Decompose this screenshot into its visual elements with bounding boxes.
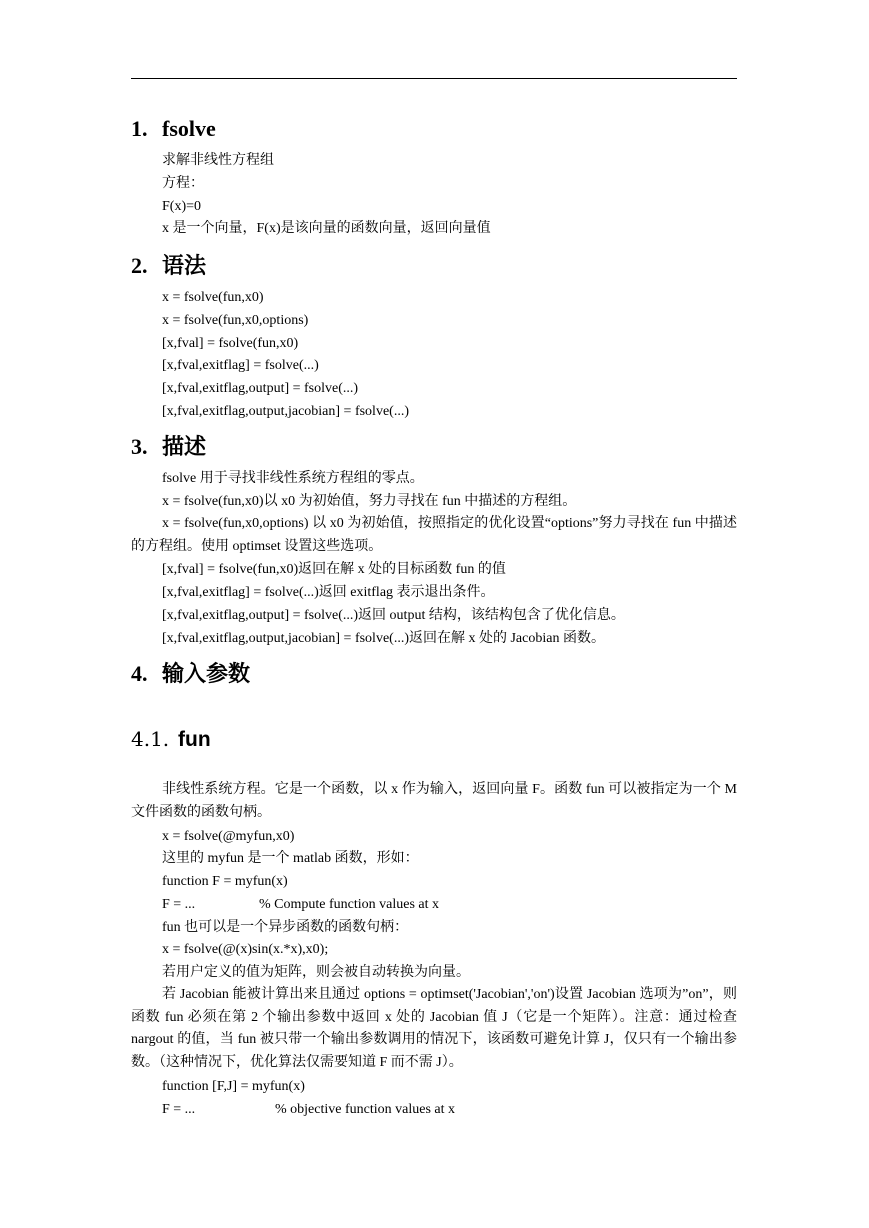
subsection-number: 4.1.: [131, 727, 170, 751]
description-line: x = fsolve(fun,x0)以 x0 为初始值，努力寻找在 fun 中描述的方程组。: [162, 494, 577, 509]
description-line: [x,fval,exitflag,output,jacobian] = fsolve(...)返回在解 x 处的 Jacobian 函数。: [162, 631, 605, 646]
section-heading-description: [131, 434, 206, 460]
syntax-line: [x,fval,exitflag,output] = fsolve(...): [162, 381, 359, 396]
body-line: x 是一个向量，F(x)是该向量的函数向量，返回向量值: [162, 221, 491, 236]
code-comment: % objective function values at x: [275, 1102, 455, 1117]
syntax-line: [x,fval,exitflag,output,jacobian] = fsolve(...): [162, 404, 409, 419]
syntax-line: [x,fval] = fsolve(fun,x0): [162, 336, 299, 351]
code-line: [162, 1101, 455, 1119]
body-line: 这里的 myfun 是一个 matlab 函数，形如：: [162, 851, 419, 866]
syntax-line: x = fsolve(fun,x0): [162, 290, 264, 305]
code-line: x = fsolve(@(x)sin(x.*x),x0);: [162, 942, 329, 957]
syntax-line: x = fsolve(fun,x0,options): [162, 313, 309, 328]
section-heading-syntax: [131, 253, 206, 279]
subsection-heading-fun: [131, 726, 211, 753]
body-line: 求解非线性方程组: [162, 153, 274, 168]
body-line: 若用户定义的值为矩阵，则会被自动转换为向量。: [162, 965, 470, 980]
description-line: fsolve 用于寻找非线性系统方程组的零点。: [162, 471, 424, 486]
code-comment: % Compute function values at x: [259, 897, 440, 912]
section-title: fsolve: [162, 116, 216, 141]
section-title: 输入参数: [162, 661, 251, 686]
jacobian-paragraph: 若 Jacobian 能被计算出来且通过 options = optimset('Jacobian','on')设置 Jacobian 选项为”on”，则函数 fun 必须在第 2 个输出参数中返回 x 处的 Jacobian 值 J（它是一个矩阵）。注意：通过检查 nargout 的值，当 fun 被只带一个输出参数调用的情况下，该函数可避免计算 J，仅只有一个输出参数。（这种情况下，优化算法仅需要知道 F 而不需 J）。: [131, 987, 737, 1071]
syntax-line: [x,fval,exitflag] = fsolve(...): [162, 358, 319, 373]
code-left: F = ...: [162, 1102, 196, 1117]
body-line: fun 也可以是一个异步函数的函数句柄：: [162, 920, 409, 935]
section-heading-fsolve: [131, 116, 216, 142]
section-title: 描述: [162, 434, 207, 459]
description-line: [x,fval,exitflag] = fsolve(...)返回 exitflag 表示退出条件。: [162, 585, 495, 600]
description-line: [x,fval,exitflag,output] = fsolve(...)返回 output 结构，该结构包含了优化信息。: [162, 608, 625, 623]
code-line: function F = myfun(x): [162, 874, 288, 889]
subsection-title: fun: [178, 728, 211, 751]
code-left: F = ...: [162, 897, 196, 912]
body-line: 方程：: [162, 176, 204, 191]
body-line: F(x)=0: [162, 199, 202, 214]
fun-paragraph: 非线性系统方程。它是一个函数，以 x 作为输入，返回向量 F。函数 fun 可以被指定为一个 M 文件函数的函数句柄。: [131, 782, 737, 820]
section-heading-input-args: [131, 661, 250, 687]
code-line: x = fsolve(@myfun,x0): [162, 829, 295, 844]
description-line: [x,fval] = fsolve(fun,x0)返回在解 x 处的目标函数 fun 的值: [162, 562, 506, 577]
description-paragraph: x = fsolve(fun,x0,options) 以 x0 为初始值，按照指定的优化设置“options”努力寻找在 fun 中描述的方程组。使用 optimset 设置这些选项。: [131, 516, 737, 554]
section-number: 3.: [131, 434, 148, 459]
section-number: 1.: [131, 116, 148, 141]
header-rule: [131, 78, 737, 79]
code-line: [162, 896, 439, 914]
section-number: 2.: [131, 253, 148, 278]
section-title: 语法: [162, 253, 207, 278]
code-line: function [F,J] = myfun(x): [162, 1079, 305, 1094]
section-number: 4.: [131, 661, 148, 686]
